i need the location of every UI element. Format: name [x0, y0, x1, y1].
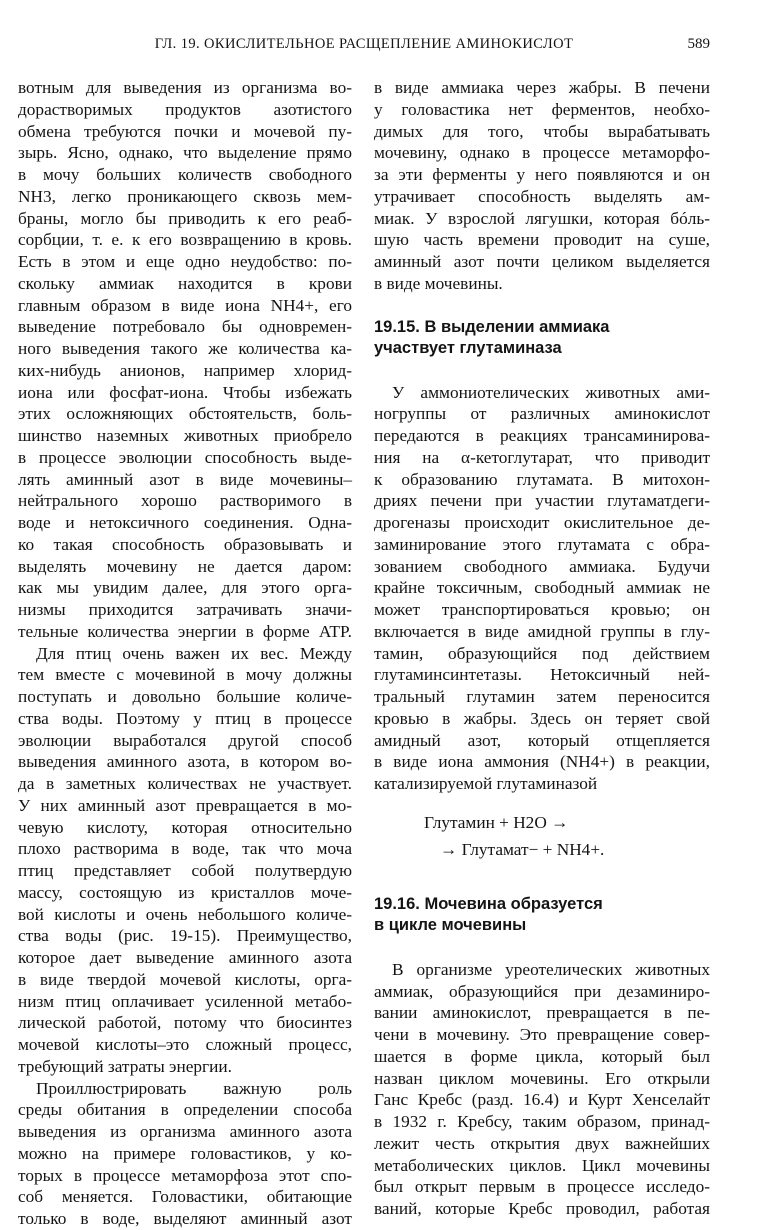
text-line: в мочу больших количеств свободного [18, 165, 352, 184]
text-line: миак. У взрослой лягушки, которая бóль- [374, 208, 710, 228]
text-line: ния на α-кетоглутарат, что приводит [374, 447, 710, 467]
text-line: лять аминный азот в виде мочевины– [18, 469, 352, 489]
text-line: ко такая способность образовывать и [18, 534, 352, 554]
left-paragraph-3 [18, 1078, 352, 1230]
text-line: нейтрального хорошо растворимого в [18, 491, 352, 511]
spacer [374, 359, 710, 382]
spacer [374, 863, 710, 894]
text-line: этих осложняющих обстоятельств, боль- [18, 404, 352, 424]
text-line: низм птиц оплачивает усиленной метабо- [18, 991, 352, 1011]
section-title-line: в цикле мочевины [374, 915, 527, 934]
text-line: в 1932 г. Кребсу, таким образом, принад- [374, 1112, 710, 1131]
text-line: аминный азот почти целиком выделяется [374, 252, 710, 271]
text-line: среды обитания в определении способа [18, 1100, 352, 1120]
text-line: тем вместе с мочевиной в мочу должны [18, 665, 352, 685]
text-line: глутаминсинтетазы. Нетоксичный ней- [374, 665, 710, 685]
text-line: можно на примере головастиков, у ко- [18, 1143, 352, 1163]
text-line: в виде твердой мочевой кислоты, орга- [18, 969, 352, 989]
text-line: катализируемой глутаминазой [374, 774, 598, 793]
text-line: у головастика нет ферментов, необхо- [374, 99, 710, 119]
text-line: димых для того, чтобы вырабатывать [374, 121, 710, 141]
text-line: ного выведения такого же количества ка- [18, 339, 352, 358]
text-line: мочевину, однако в процессе метаморфо- [374, 143, 710, 163]
text-line: выведение потребовало бы одновремен- [18, 317, 352, 337]
section-title-line: участвует глутаминаза [374, 338, 562, 357]
text-line: утрачивает способность выделять ам- [374, 186, 710, 206]
page-number: 589 [687, 36, 710, 52]
text-line: тамин, образующийся под действием [374, 643, 710, 663]
section-heading-19-16 [374, 894, 710, 936]
text-line: главным образом в виде иона NH4+, его [18, 295, 352, 315]
text-line: тральный глутамин затем переносится [374, 687, 710, 706]
text-line: вании аминокислот, превращается в пе- [374, 1003, 710, 1023]
text-line: чевую кислоту, которая относительно [18, 817, 352, 837]
text-line: в виде аммиака через жабры. В печени [374, 78, 710, 97]
text-line: соб меняется. Головастики, обитающие [18, 1187, 352, 1207]
left-paragraph-2 [18, 643, 352, 1078]
right-paragraph-3 [374, 959, 710, 1220]
text-line: лежит честь открытия двух важнейших [374, 1133, 710, 1153]
reaction-equation [374, 809, 710, 863]
text-line: за эти ферменты у него появляются и он [374, 165, 710, 184]
text-line: в виде мочевины. [374, 273, 503, 293]
text-line: крайне токсичным, свободный аммиак не [374, 578, 710, 598]
left-paragraph-1 [18, 77, 352, 643]
text-line: включается в виде амидной группы в глу- [374, 621, 710, 641]
text-line: амидный азот, который отщепляется [374, 730, 710, 750]
text-line: может транспортироваться кровью; он [374, 600, 710, 619]
text-line: поступать и довольно большие количе- [18, 687, 352, 706]
text-line: браны, могло бы приводить к его реаб- [18, 208, 352, 228]
text-line: в виде иона аммония (NH4+) в реакции, [374, 752, 710, 772]
text-line: ваний, которые Кребс проводил, работая [374, 1199, 710, 1218]
text-line: ства воды. Поэтому у птиц в процессе [18, 708, 352, 728]
text-line: У них аминный азот превращается в мо- [18, 795, 352, 815]
text-line: как мы увидим далее, для этого орга- [18, 578, 352, 598]
text-line: к образованию глутамата. В митохон- [374, 469, 710, 489]
text-line: тельные количества энергии в форме ATP. [18, 621, 352, 641]
section-title-line: 19.15. В выделении аммиака [374, 317, 610, 336]
text-line: иона или фосфат-иона. Чтобы избежать [18, 382, 352, 402]
text-line: обмена требуются почки и мочевой пу- [18, 121, 352, 141]
text-line: дрогеназы происходит окислительное де- [374, 513, 710, 532]
text-line: выделять мочевину не дается даром: [18, 556, 352, 576]
equation-line: → Глутамат− + NH4+. [440, 839, 605, 859]
text-line: заминирование этого глутамата с обра- [374, 534, 710, 554]
text-line: только в воде, выделяют аминный азот [18, 1209, 352, 1228]
section-title-line: 19.16. Мочевина образуется [374, 894, 603, 913]
text-line: ногруппы от различных аминокислот [374, 404, 710, 424]
text-line: в процессе эволюции способность выде- [18, 447, 352, 467]
text-line: птиц представляет собой полутвердую [18, 861, 352, 880]
text-line: У аммониотелических животных ами- [392, 382, 710, 402]
text-line: Проиллюстрировать важную роль [36, 1078, 352, 1098]
text-line: Есть в этом и еще одно неудобство: по- [18, 252, 352, 271]
text-line: ства воды (рис. 19-15). Преимущество, [18, 926, 352, 946]
text-line: эволюции выработался другой способ [18, 730, 352, 750]
running-head [18, 36, 710, 58]
text-line: сорбции, т. е. к его возвращению в кровь. [18, 230, 352, 250]
running-title: ГЛ. 19. ОКИСЛИТЕЛЬНОЕ РАСЩЕПЛЕНИЕ АМИНОКИСЛОТ [154, 36, 574, 52]
section-heading-19-15 [374, 317, 710, 359]
spacer [374, 795, 710, 809]
text-line: вотным для выведения из организма во- [18, 78, 352, 97]
text-line: назван циклом мочевины. Его открыли [374, 1068, 710, 1088]
text-line: низмы приходится затрачивать значи- [18, 600, 352, 619]
spacer [374, 936, 710, 959]
text-line: выведения аминного азота, в котором во- [18, 752, 352, 772]
text-line: торых в процессе метаморфоза этот спо- [18, 1165, 352, 1185]
text-line: мочевой кислоты–это сложный процесс, [18, 1035, 352, 1054]
text-line: зованием свободного аммиака. Будучи [374, 556, 710, 576]
text-line: Для птиц очень важен их вес. Между [36, 643, 352, 663]
text-line: плохо растворима в воде, так что моча [18, 839, 352, 859]
text-line: воде и нетоксичного соединения. Одна- [18, 513, 352, 532]
text-line: да в заметных количествах не участвует. [18, 774, 352, 793]
text-line: передаются в реакциях трансаминирова- [374, 426, 710, 445]
text-line: зырь. Ясно, однако, что выделение прямо [18, 143, 352, 163]
text-line: аммиак, образующийся при дезаминиро- [374, 981, 710, 1001]
text-line: требующий затраты энергии. [18, 1056, 232, 1076]
text-line: шинство наземных животных приобрело [18, 426, 352, 445]
equation-line: Глутамин + H2O → [424, 812, 569, 832]
text-line: В организме уреотелических животных [392, 959, 710, 979]
text-line: дорастворимых продуктов азотистого [18, 99, 352, 119]
right-paragraph-2 [374, 382, 710, 795]
spacer [374, 295, 710, 317]
text-line: массу, состоящую из кристаллов моче- [18, 882, 352, 902]
text-line: выведения из организма аминного азота [18, 1122, 352, 1141]
text-line: чени в мочевину. Это превращение совер- [374, 1025, 710, 1044]
text-line: шую часть времени проводит на суше, [374, 230, 710, 250]
text-line: шается в форме цикла, который был [374, 1046, 710, 1066]
right-paragraph-1 [374, 77, 710, 295]
text-line: NH3, легко проникающего сквозь мем- [18, 186, 352, 206]
text-line: Ганс Кребс (разд. 16.4) и Курт Хенселайт [374, 1090, 710, 1110]
text-line: лической работой, потому что биосинтез [18, 1013, 352, 1033]
text-line: дриях печени при участии глутаматдеги- [374, 491, 710, 511]
right-column [374, 77, 710, 1220]
text-line: метаболических циклов. Цикл мочевины [374, 1155, 710, 1175]
left-column [18, 77, 352, 1230]
text-line: кровью в жабры. Здесь он теряет свой [374, 708, 710, 728]
text-line: ких-нибудь анионов, например хлорид- [18, 360, 352, 380]
text-line: вой кислоты и очень небольшого количе- [18, 904, 352, 924]
text-line: был открыт первым в процессе исследо- [374, 1177, 710, 1197]
text-line: скольку аммиак находится в крови [18, 273, 352, 293]
text-line: которое дает выведение аминного азота [18, 948, 352, 967]
